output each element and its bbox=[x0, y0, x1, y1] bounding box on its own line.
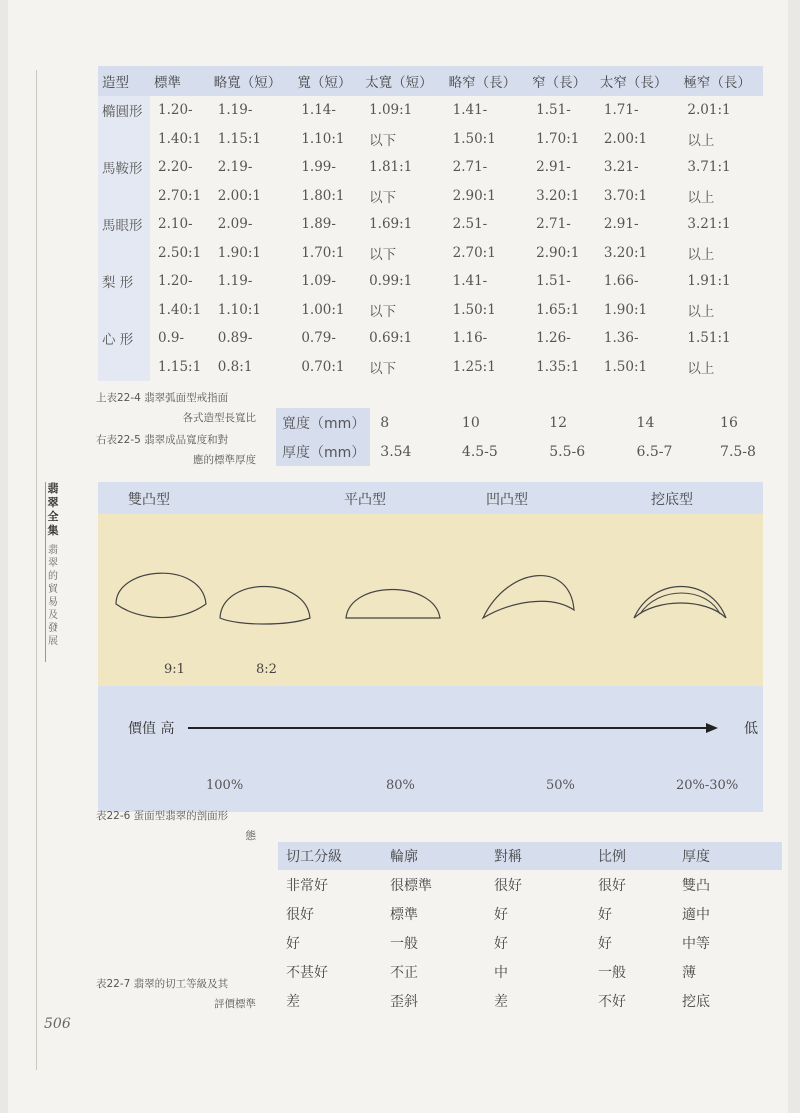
type-label-hollow-back: 挖底型 bbox=[651, 492, 693, 508]
table-cell: 1.09- bbox=[301, 273, 336, 290]
table-cell: 中 bbox=[494, 964, 508, 981]
table-cell: 不正 bbox=[390, 964, 418, 981]
caption-line: 右表22-5 翡翠成品寬度和對 bbox=[96, 434, 229, 446]
table-cell: 1.50:1 bbox=[452, 130, 496, 147]
header-cell: 切工分級 bbox=[278, 842, 382, 870]
caption-line: 評價標準 bbox=[214, 998, 256, 1010]
caption-table-22-7 bbox=[96, 974, 256, 1014]
shape-cell bbox=[98, 239, 150, 268]
table-cell: 以上 bbox=[687, 189, 715, 206]
shape-cell: 心 形 bbox=[98, 324, 150, 353]
table-cell: 1.80:1 bbox=[301, 187, 345, 204]
ratio-label-9-1: 9:1 bbox=[164, 662, 185, 677]
header-cell: 太窄（長） bbox=[596, 66, 680, 96]
table-cell: 1.35:1 bbox=[536, 358, 580, 375]
caption-line: 態 bbox=[245, 830, 256, 842]
biconvex-8-2-profile bbox=[220, 587, 310, 625]
chapter-char: 及 bbox=[48, 610, 58, 621]
table-cell: 2.90:1 bbox=[452, 187, 496, 204]
table-cell: 1.50:1 bbox=[603, 358, 648, 375]
table-cell: 1.70:1 bbox=[301, 244, 345, 261]
header-cell: 太寬（短） bbox=[361, 66, 445, 96]
table-cell: 2.91- bbox=[603, 216, 639, 233]
width-value: 12 bbox=[549, 414, 568, 431]
table-cell: 很好 bbox=[598, 877, 626, 894]
concavo-convex-profile bbox=[483, 576, 574, 618]
table-cell: 2.91- bbox=[536, 159, 571, 176]
table-cell: 1.10:1 bbox=[217, 301, 261, 318]
value-scale-panel bbox=[98, 686, 763, 812]
table-cell: 很好 bbox=[494, 877, 522, 894]
table-cell: 2.19- bbox=[217, 159, 253, 176]
table-cell: 標準 bbox=[390, 906, 418, 923]
table-cell: 0.99:1 bbox=[369, 273, 413, 290]
book-title-char: 翡 bbox=[47, 482, 59, 495]
table-cell: 3.20:1 bbox=[536, 187, 580, 204]
cabochon-profile-diagram bbox=[98, 482, 763, 812]
shape-cell bbox=[98, 296, 150, 325]
caption-table-22-6 bbox=[96, 806, 256, 846]
table-cell: 3.20:1 bbox=[603, 244, 648, 261]
value-percent: 100% bbox=[206, 778, 244, 793]
book-page bbox=[8, 0, 788, 1113]
width-thickness-table bbox=[276, 408, 788, 466]
table-cell: 1.14- bbox=[301, 102, 336, 119]
shape-cell: 橢圓形 bbox=[98, 96, 150, 125]
value-arrow bbox=[98, 718, 763, 738]
width-row bbox=[276, 408, 788, 437]
table-cell: 1.19- bbox=[217, 102, 253, 119]
table-cell: 1.36- bbox=[603, 330, 639, 347]
chapter-char: 翠 bbox=[48, 558, 58, 569]
header-cell: 對稱 bbox=[486, 842, 590, 870]
table-cell: 0.69:1 bbox=[369, 330, 413, 347]
table-cell: 2.70:1 bbox=[452, 244, 496, 261]
thickness-value: 5.5-6 bbox=[549, 443, 586, 460]
grade-table-body bbox=[278, 870, 782, 1015]
table-cell: 一般 bbox=[598, 964, 626, 981]
table-row bbox=[98, 296, 763, 325]
table-cell: 1.65:1 bbox=[536, 301, 580, 318]
caption-line: 表22-6 蛋面型翡翠的剖面形 bbox=[96, 810, 229, 822]
table-cell: 1.09:1 bbox=[369, 102, 413, 119]
table-cell: 1.16- bbox=[452, 330, 488, 347]
thickness-value: 6.5-7 bbox=[636, 443, 673, 460]
table-cell: 3.21- bbox=[603, 159, 639, 176]
table-cell: 1.40:1 bbox=[157, 130, 202, 147]
ratio-table bbox=[98, 66, 763, 381]
header-cell: 窄（長） bbox=[528, 66, 596, 96]
table-cell: 1.51- bbox=[536, 273, 571, 290]
table-cell: 以下 bbox=[369, 303, 397, 320]
header-cell: 厚度 bbox=[674, 842, 782, 870]
table-cell: 1.25:1 bbox=[452, 358, 496, 375]
hollow-back-profile bbox=[634, 587, 726, 619]
table-row bbox=[98, 125, 763, 154]
header-cell: 造型 bbox=[98, 66, 150, 96]
table-cell: 好 bbox=[494, 906, 508, 923]
table-row bbox=[278, 928, 782, 957]
table-cell: 2.70:1 bbox=[157, 187, 202, 204]
table-cell: 1.20- bbox=[157, 273, 193, 290]
table-cell: 1.99- bbox=[301, 159, 336, 176]
table-cell: 0.89- bbox=[217, 330, 253, 347]
margin-rule bbox=[36, 70, 37, 1070]
header-cell: 略窄（長） bbox=[445, 66, 529, 96]
table-cell: 1.20- bbox=[157, 102, 193, 119]
ratio-label-8-2: 8:2 bbox=[256, 662, 277, 677]
width-value: 8 bbox=[380, 414, 390, 431]
table-cell: 1.19- bbox=[217, 273, 253, 290]
ratio-table-header bbox=[98, 66, 763, 96]
chapter-char: 的 bbox=[48, 571, 58, 582]
table-cell: 2.20- bbox=[157, 159, 193, 176]
table-cell: 好 bbox=[494, 935, 508, 952]
table-cell: 1.00:1 bbox=[301, 301, 345, 318]
table-cell: 挖底 bbox=[682, 993, 710, 1010]
table-cell: 1.41- bbox=[452, 273, 488, 290]
shape-cell bbox=[98, 353, 150, 382]
plano-convex-profile bbox=[346, 590, 440, 619]
table-cell: 1.51:1 bbox=[687, 330, 731, 347]
table-row bbox=[98, 182, 763, 211]
table-cell: 1.50:1 bbox=[452, 301, 496, 318]
chapter-char: 發 bbox=[48, 623, 58, 634]
chapter-char: 翡 bbox=[48, 545, 58, 556]
table-cell: 2.09- bbox=[217, 216, 253, 233]
cut-grade-table bbox=[278, 842, 782, 1015]
table-row bbox=[98, 96, 763, 125]
chapter-sidebar bbox=[46, 482, 60, 648]
caption-line: 應的標準厚度 bbox=[193, 454, 256, 466]
table-cell: 2.50:1 bbox=[157, 244, 202, 261]
book-title-char: 集 bbox=[47, 524, 59, 537]
table-cell: 好 bbox=[598, 935, 612, 952]
value-high-label: 價值 高 bbox=[128, 721, 175, 737]
table-cell: 1.90:1 bbox=[217, 244, 261, 261]
table-cell: 好 bbox=[286, 935, 300, 952]
table-cell: 0.8:1 bbox=[217, 358, 253, 375]
header-cell: 輪廓 bbox=[382, 842, 486, 870]
table-cell: 1.15:1 bbox=[157, 358, 202, 375]
width-label: 寬度（mm） bbox=[276, 408, 370, 437]
table-cell: 2.01:1 bbox=[687, 102, 731, 119]
thickness-label: 厚度（mm） bbox=[276, 437, 370, 466]
type-label-plano-convex: 平凸型 bbox=[344, 492, 386, 508]
table-cell: 以上 bbox=[687, 246, 715, 263]
table-cell: 1.91:1 bbox=[687, 273, 731, 290]
table-cell: 好 bbox=[598, 906, 612, 923]
table-cell: 適中 bbox=[682, 906, 710, 923]
width-value: 10 bbox=[461, 414, 480, 431]
shape-cell: 馬鞍形 bbox=[98, 153, 150, 182]
table-row bbox=[278, 899, 782, 928]
width-value: 14 bbox=[636, 414, 655, 431]
table-cell: 以下 bbox=[369, 189, 397, 206]
table-row bbox=[278, 957, 782, 986]
page-number: 506 bbox=[44, 1016, 71, 1032]
table-cell: 1.70:1 bbox=[536, 130, 580, 147]
table-cell: 2.00:1 bbox=[603, 130, 648, 147]
table-cell: 中等 bbox=[682, 935, 710, 952]
value-percent: 20%-30% bbox=[676, 778, 739, 793]
grade-table-header bbox=[278, 842, 782, 870]
book-title-char: 全 bbox=[47, 510, 59, 523]
table-cell: 3.70:1 bbox=[603, 187, 648, 204]
value-low-label: 低 bbox=[744, 721, 758, 737]
table-cell: 3.71:1 bbox=[687, 159, 731, 176]
table-cell: 1.81:1 bbox=[369, 159, 413, 176]
thickness-value: 4.5-5 bbox=[461, 443, 498, 460]
biconvex-profile bbox=[116, 573, 206, 617]
table-cell: 1.26- bbox=[536, 330, 571, 347]
table-cell: 差 bbox=[494, 993, 508, 1010]
table-cell: 以下 bbox=[369, 132, 397, 149]
table-cell: 很好 bbox=[286, 906, 314, 923]
table-cell: 以上 bbox=[687, 132, 715, 149]
table-cell: 2.00:1 bbox=[217, 187, 261, 204]
book-title-char: 翠 bbox=[47, 496, 59, 509]
type-label-biconvex: 雙凸型 bbox=[128, 492, 170, 508]
sidebar-rule bbox=[45, 482, 46, 662]
table-cell: 1.89- bbox=[301, 216, 336, 233]
thickness-value: 3.54 bbox=[380, 443, 412, 460]
table-cell: 很標準 bbox=[390, 877, 432, 894]
table-cell: 不好 bbox=[598, 993, 626, 1010]
width-value: 16 bbox=[720, 414, 738, 431]
table-cell: 雙凸 bbox=[682, 877, 710, 894]
value-percent: 50% bbox=[546, 778, 575, 793]
table-cell: 2.51- bbox=[452, 216, 488, 233]
table-row bbox=[98, 153, 763, 182]
table-cell: 1.10:1 bbox=[301, 130, 345, 147]
shape-cell: 馬眼形 bbox=[98, 210, 150, 239]
profile-panel bbox=[98, 514, 763, 686]
table-cell: 1.15:1 bbox=[217, 130, 261, 147]
table-row bbox=[98, 324, 763, 353]
shape-cell bbox=[98, 182, 150, 211]
table-cell: 1.71- bbox=[603, 102, 639, 119]
table-cell: 歪斜 bbox=[390, 993, 418, 1010]
header-cell: 寬（短） bbox=[293, 66, 361, 96]
header-cell: 標準 bbox=[150, 66, 210, 96]
table-cell: 2.71- bbox=[452, 159, 488, 176]
table-cell: 薄 bbox=[682, 964, 696, 981]
table-cell: 以上 bbox=[687, 360, 715, 377]
table-cell: 0.70:1 bbox=[301, 358, 345, 375]
caption-table-22-5 bbox=[96, 430, 256, 470]
table-row bbox=[278, 870, 782, 899]
profile-shapes bbox=[98, 514, 763, 686]
table-cell: 1.66- bbox=[603, 273, 639, 290]
thickness-value: 7.5-8 bbox=[720, 443, 756, 460]
table-cell: 以上 bbox=[687, 303, 715, 320]
chapter-char: 展 bbox=[48, 636, 58, 647]
table-cell: 1.90:1 bbox=[603, 301, 648, 318]
table-row bbox=[98, 239, 763, 268]
caption-line: 各式造型長寬比 bbox=[182, 412, 256, 424]
table-cell: 2.71- bbox=[536, 216, 571, 233]
ratio-table-body bbox=[98, 96, 763, 381]
shape-cell bbox=[98, 125, 150, 154]
chapter-char: 貿 bbox=[48, 584, 58, 595]
header-cell: 略寬（短） bbox=[210, 66, 294, 96]
table-cell: 一般 bbox=[390, 935, 418, 952]
header-cell: 極窄（長） bbox=[679, 66, 763, 96]
shape-cell: 梨 形 bbox=[98, 267, 150, 296]
caption-table-22-4 bbox=[96, 388, 256, 428]
table-cell: 2.10- bbox=[157, 216, 193, 233]
table-cell: 1.51- bbox=[536, 102, 571, 119]
table-cell: 差 bbox=[286, 993, 300, 1010]
table-cell: 3.21:1 bbox=[687, 216, 731, 233]
table-cell: 不甚好 bbox=[286, 964, 328, 981]
type-label-concavo-convex: 凹凸型 bbox=[486, 492, 528, 508]
table-row bbox=[98, 267, 763, 296]
thickness-row bbox=[276, 437, 788, 466]
table-cell: 1.41- bbox=[452, 102, 488, 119]
header-cell: 比例 bbox=[590, 842, 674, 870]
table-row bbox=[98, 353, 763, 382]
caption-line: 表22-7 翡翠的切工等級及其 bbox=[96, 978, 229, 990]
value-percent: 80% bbox=[386, 778, 415, 793]
cabochon-type-header bbox=[98, 482, 763, 514]
table-cell: 以下 bbox=[369, 360, 397, 377]
table-cell: 以下 bbox=[369, 246, 397, 263]
table-cell: 1.69:1 bbox=[369, 216, 413, 233]
table-row bbox=[98, 210, 763, 239]
table-row bbox=[278, 986, 782, 1015]
chapter-char: 易 bbox=[48, 597, 58, 608]
caption-line: 上表22-4 翡翠弧面型戒指面 bbox=[96, 392, 229, 404]
table-cell: 2.90:1 bbox=[536, 244, 580, 261]
table-cell: 1.40:1 bbox=[157, 301, 202, 318]
table-cell: 0.79- bbox=[301, 330, 336, 347]
table-cell: 非常好 bbox=[286, 877, 328, 894]
table-cell: 0.9- bbox=[157, 330, 185, 347]
